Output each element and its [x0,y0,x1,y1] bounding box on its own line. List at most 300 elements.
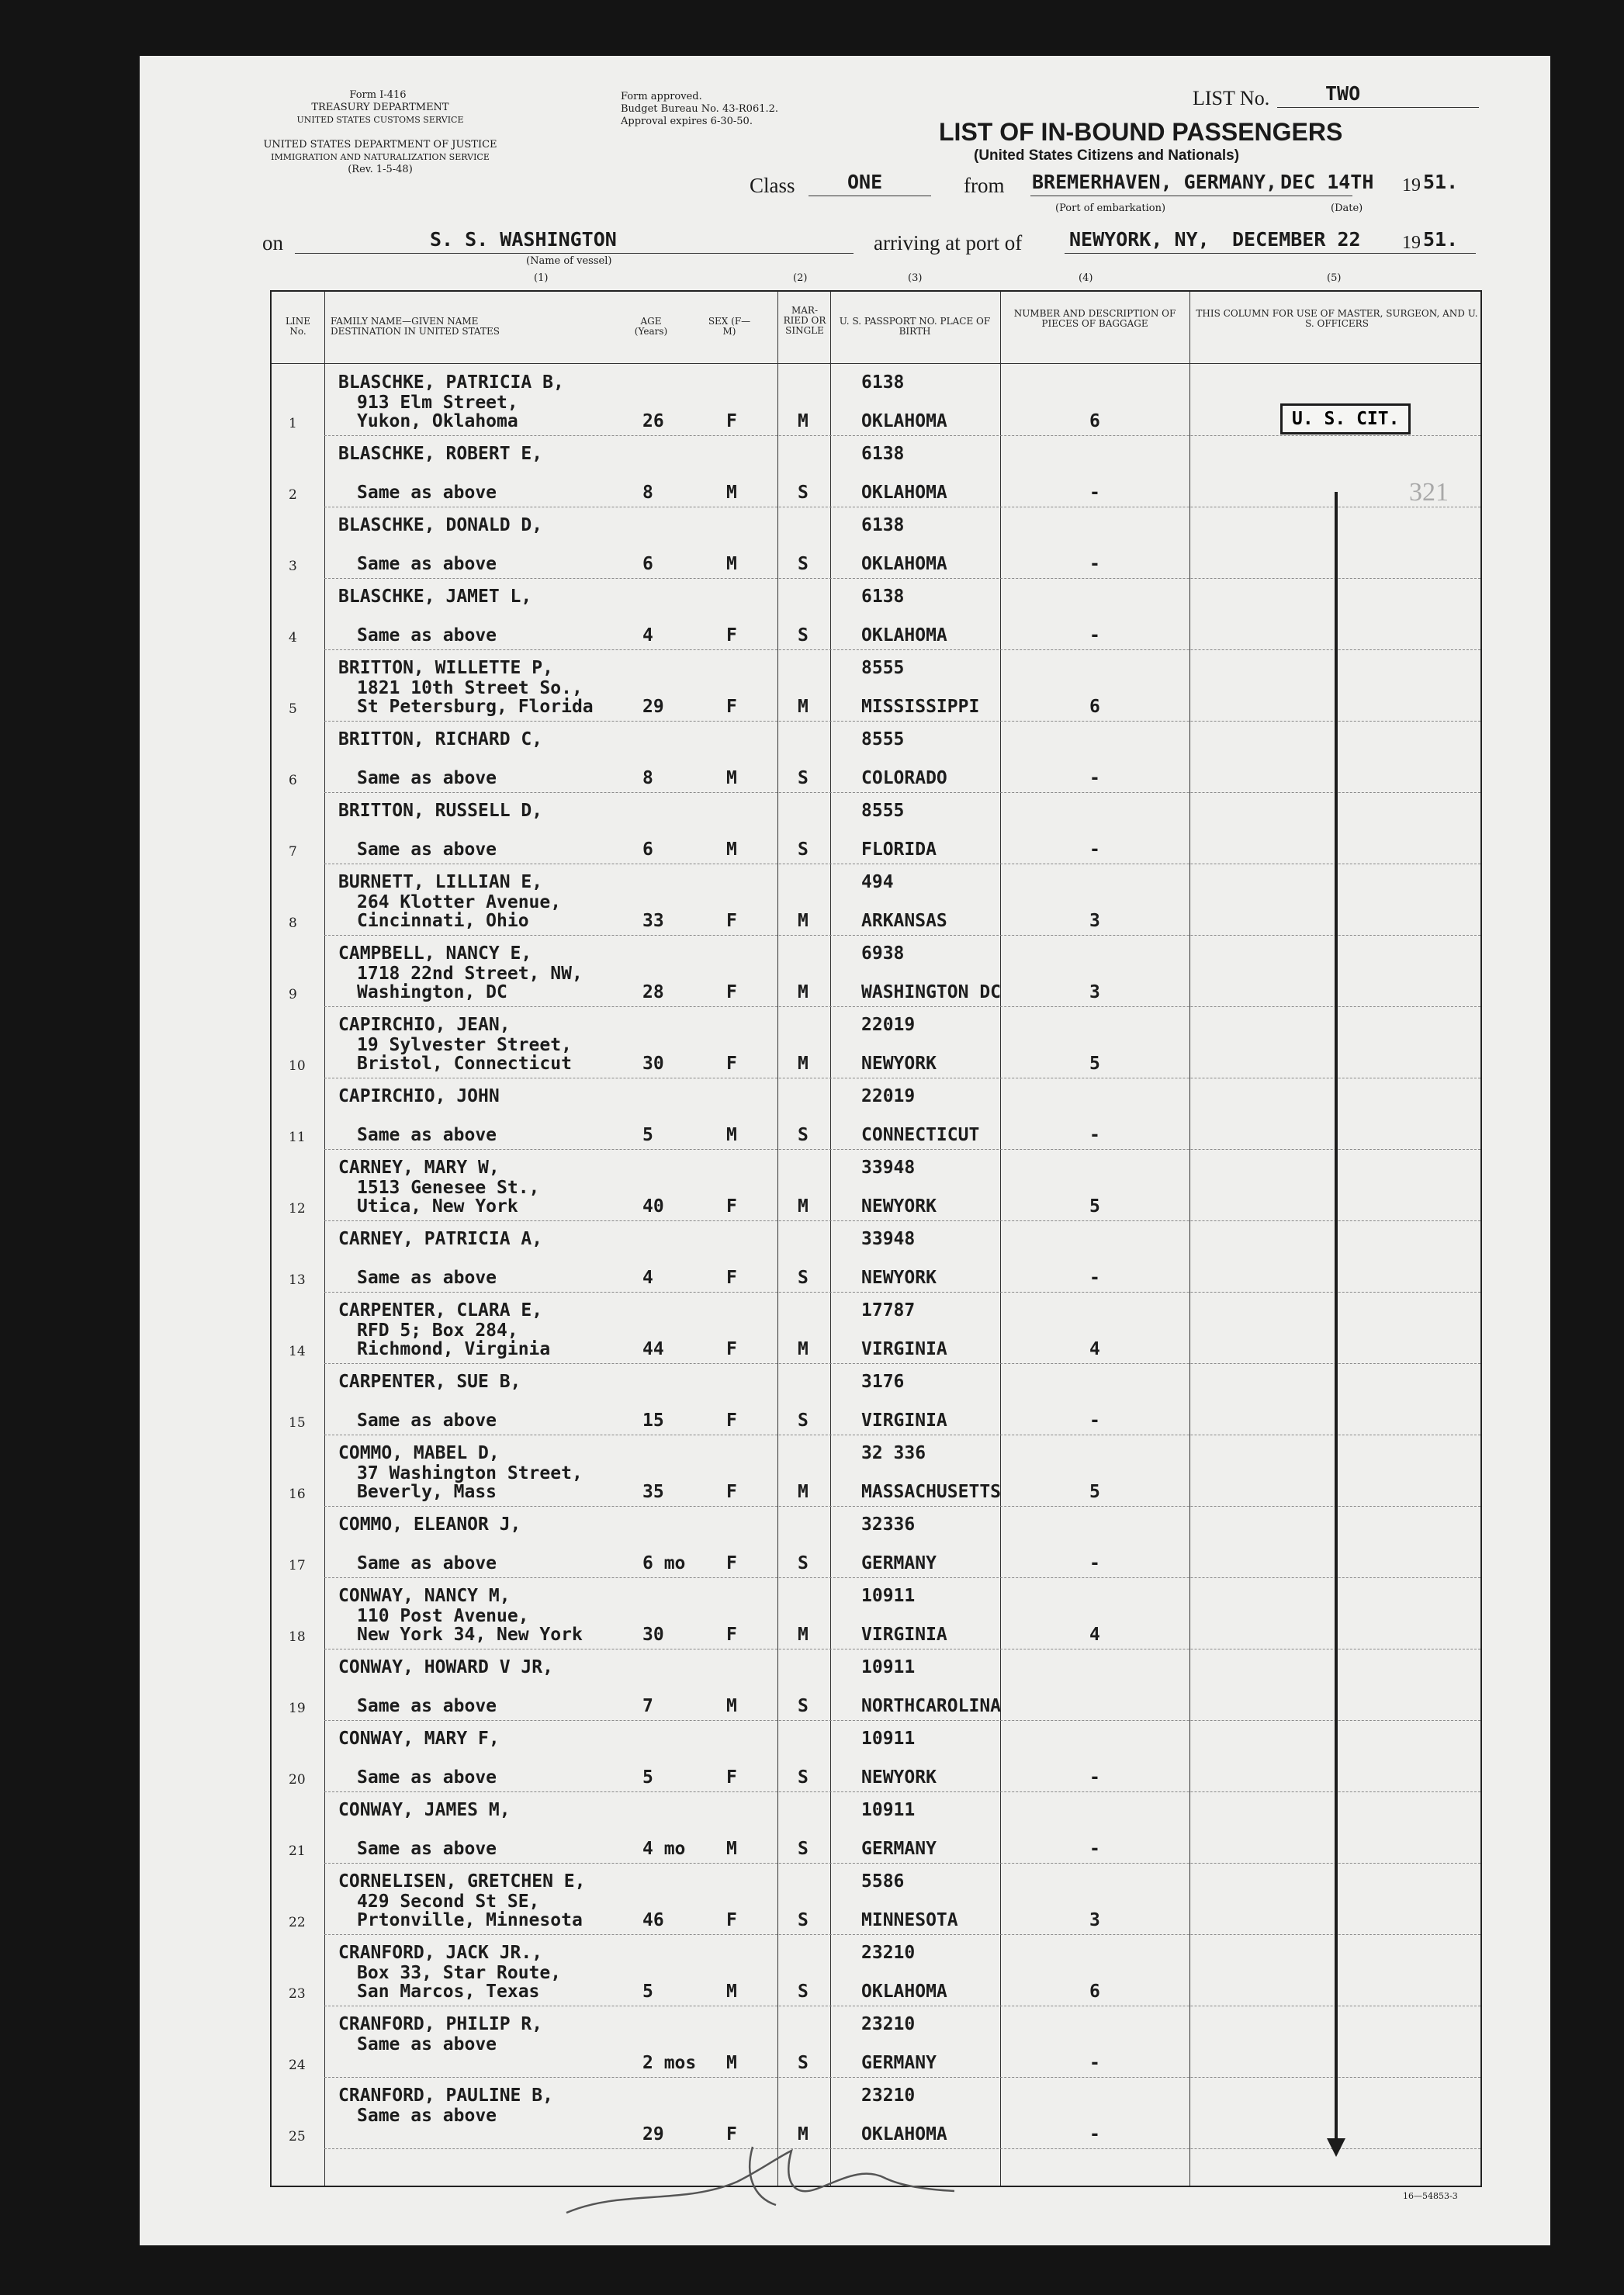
passport-number: 22019 [861,1086,916,1106]
passenger-name: BRITTON, RICHARD C, [338,729,543,749]
address-line-1: 1513 Genesee St., [357,1178,540,1198]
line-number: 22 [289,1915,306,1930]
age-value: 6 mo [642,1553,686,1573]
address-line-1: Same as above [357,2034,497,2054]
passport-number: 23210 [861,2014,916,2034]
marital-status: S [798,1839,809,1859]
age-value: 30 [642,1054,664,1074]
baggage-count: - [1089,1553,1100,1573]
address-line-2: Same as above [357,1767,497,1788]
age-value: 8 [642,483,653,503]
line-number: 16 [289,1487,306,1502]
treasury-department: TREASURY DEPARTMENT [311,102,449,113]
line-number: 3 [289,559,297,574]
baggage-count: - [1089,839,1100,860]
baggage-count: 5 [1089,1054,1100,1074]
vessel-caption: (Name of vessel) [526,255,612,267]
sex-value: F [726,1411,737,1431]
sex-value: F [726,1910,737,1930]
sex-value: F [726,697,737,717]
arrival-year-prefix: 19 [1402,233,1421,253]
address-line-2: Utica, New York [357,1196,518,1217]
passenger-table [270,290,1482,2187]
footer-code: 16—54853-3 [1403,2191,1458,2201]
signature [559,2135,962,2228]
line-number: 2 [289,487,297,503]
port-of-embarkation: BREMERHAVEN, GERMANY, [1032,171,1278,193]
passport-number: 10911 [861,1657,916,1677]
address-line-2: Same as above [357,1696,497,1716]
passenger-name: CAPIRCHIO, JOHN [338,1086,500,1106]
line-number: 5 [289,701,297,717]
us-citizen-stamp: U. S. CIT. [1280,403,1411,434]
age-value: 29 [642,697,664,717]
col-header-officers: THIS COLUMN FOR USE OF MASTER, SURGEON, AND U. S. OFFICERS [1196,308,1478,329]
sex-value: M [726,1696,737,1716]
baggage-count: - [1089,1411,1100,1431]
baggage-count: - [1089,768,1100,788]
marital-status: M [798,697,809,717]
passport-number: 10911 [861,1586,916,1606]
address-line-1: 37 Washington Street, [357,1463,583,1483]
passport-number: 494 [861,872,894,892]
line-number: 1 [289,416,297,431]
passport-number: 23210 [861,1943,916,1963]
sex-value: F [726,982,737,1002]
baggage-count: 5 [1089,1196,1100,1217]
address-line-1: Box 33, Star Route, [357,1963,562,1983]
table-row [272,1293,1480,1364]
table-row [272,436,1480,507]
passenger-name: CONWAY, HOWARD V JR, [338,1657,553,1677]
table-row [272,1649,1480,1721]
baggage-count: 6 [1089,697,1100,717]
place-of-birth: GERMANY [861,1553,937,1573]
address-line-1: 110 Post Avenue, [357,1606,529,1626]
address-line-2: Same as above [357,839,497,860]
marital-status: M [798,411,809,431]
line-number: 18 [289,1629,306,1645]
sex-value: M [726,839,737,860]
line-number: 14 [289,1344,306,1359]
department-of-justice: UNITED STATES DEPARTMENT OF JUSTICE [263,139,497,151]
address-line-1: 19 Sylvester Street, [357,1035,572,1055]
place-of-birth: ARKANSAS [861,911,947,931]
passenger-name: CRANFORD, PHILIP R, [338,2014,543,2034]
address-line-2: Same as above [357,768,497,788]
table-row [272,1221,1480,1293]
passenger-name: CORNELISEN, GRETCHEN E, [338,1871,586,1892]
line-number: 24 [289,2058,306,2073]
sex-value: F [726,1553,737,1573]
sex-value: M [726,768,737,788]
age-value: 2 mos [642,2053,697,2073]
line-number: 12 [289,1201,306,1217]
address-line-2: Same as above [357,1553,497,1573]
budget-bureau: Budget Bureau No. 43-R061.2. [621,103,779,115]
table-row [272,1435,1480,1507]
age-value: 28 [642,982,664,1002]
col-header-name: FAMILY NAME—GIVEN NAME DESTINATION IN UNITED STATES [331,316,500,337]
baggage-count: - [1089,625,1100,646]
passenger-name: BLASCHKE, DONALD D, [338,515,543,535]
passport-number: 6938 [861,943,905,964]
line-number: 9 [289,987,297,1002]
passenger-name: BRITTON, WILLETTE P, [338,658,553,678]
passport-number: 32 336 [861,1443,926,1463]
place-of-birth: OKLAHOMA [861,1982,947,2002]
passport-number: 6138 [861,515,905,535]
age-value: 7 [642,1696,653,1716]
list-no-value: TWO [1325,82,1361,105]
passenger-name: CARNEY, PATRICIA A, [338,1229,543,1249]
passport-number: 6138 [861,372,905,393]
age-value: 40 [642,1196,664,1217]
address-line-1: 1821 10th Street So., [357,678,583,698]
place-of-birth: NEWYORK [861,1196,937,1217]
age-value: 46 [642,1910,664,1930]
address-line-1: Same as above [357,2106,497,2126]
baggage-count: - [1089,483,1100,503]
sex-value: F [726,1482,737,1502]
revision-date: (Rev. 1-5-48) [348,164,413,175]
passport-number: 8555 [861,801,905,821]
table-row [272,1935,1480,2006]
line-number: 4 [289,630,297,646]
baggage-count: 4 [1089,1625,1100,1645]
passport-number: 3176 [861,1372,905,1392]
passport-number: 10911 [861,1729,916,1749]
age-value: 5 [642,1125,653,1145]
table-row [272,1792,1480,1864]
sex-value: M [726,483,737,503]
table-row [272,864,1480,936]
passport-number: 22019 [861,1015,916,1035]
age-value: 4 mo [642,1839,686,1859]
sex-value: F [726,411,737,431]
table-row [272,1007,1480,1078]
table-row [272,936,1480,1007]
baggage-count: - [1089,1839,1100,1859]
address-line-2: Prtonville, Minnesota [357,1910,583,1930]
address-line-1: 1718 22nd Street, NW, [357,964,583,984]
margin-note: 321 [1409,478,1449,507]
address-line-2: Same as above [357,625,497,646]
from-label: from [964,174,1005,197]
passenger-name: CRANFORD, PAULINE B, [338,2086,553,2106]
address-line-2: Yukon, Oklahoma [357,411,518,431]
age-value: 6 [642,554,653,574]
class-value: ONE [847,171,883,193]
place-of-birth: NEWYORK [861,1268,937,1288]
table-row [272,1578,1480,1649]
address-line-2: Same as above [357,483,497,503]
address-line-2: Same as above [357,1125,497,1145]
baggage-count: 3 [1089,1910,1100,1930]
line-number: 8 [289,916,297,931]
passport-number: 6138 [861,587,905,607]
age-value: 6 [642,839,653,860]
address-line-2: San Marcos, Texas [357,1982,540,2002]
page-title: LIST OF IN-BOUND PASSENGERS [939,118,1343,146]
address-line-1: 913 Elm Street, [357,393,518,413]
place-of-birth: COLORADO [861,768,947,788]
place-of-birth: VIRGINIA [861,1625,947,1645]
table-row [272,1150,1480,1221]
marital-status: S [798,625,809,646]
baggage-count: 3 [1089,982,1100,1002]
age-value: 5 [642,1982,653,2002]
passenger-name: CONWAY, MARY F, [338,1729,500,1749]
address-line-2: Same as above [357,1268,497,1288]
marital-status: S [798,1268,809,1288]
customs-service: UNITED STATES CUSTOMS SERVICE [296,115,464,125]
line-number: 6 [289,773,297,788]
table-row [272,1364,1480,1435]
table-row [272,1507,1480,1578]
col-number-2: (2) [793,272,808,284]
col-number-1: (1) [534,272,549,284]
marital-status: S [798,554,809,574]
marital-status: S [798,768,809,788]
marital-status: S [798,1696,809,1716]
passenger-name: BLASCHKE, JAMET L, [338,587,532,607]
address-line-2: Same as above [357,554,497,574]
vessel-name: S. S. WASHINGTON [430,228,617,251]
page-subtitle: (United States Citizens and Nationals) [974,147,1240,164]
passport-number: 17787 [861,1300,916,1321]
passport-number: 8555 [861,658,905,678]
sex-value: M [726,1982,737,2002]
passenger-name: CONWAY, JAMES M, [338,1800,511,1820]
passport-number: 23210 [861,2086,916,2106]
table-row [272,1721,1480,1792]
sex-value: M [726,1839,737,1859]
place-of-birth: NEWYORK [861,1054,937,1074]
sex-value: F [726,1268,737,1288]
age-value: 44 [642,1339,664,1359]
place-of-birth: MASSACHUSETTS [861,1482,1002,1502]
marital-status: S [798,1982,809,2002]
marital-status: M [798,982,809,1002]
col-header-age: AGE (Years) [634,316,668,337]
col-header-sex: SEX (F—M) [708,316,751,337]
address-line-2: St Petersburg, Florida [357,697,594,717]
table-row [272,722,1480,793]
table-row [272,2006,1480,2078]
passport-number: 5586 [861,1871,905,1892]
baggage-count: - [1089,1125,1100,1145]
passenger-name: BRITTON, RUSSELL D, [338,801,543,821]
place-of-birth: FLORIDA [861,839,937,860]
marital-status: M [798,1054,809,1074]
marital-status: M [798,1482,809,1502]
col-header-passport: U. S. PASSPORT NO. PLACE OF BIRTH [839,316,991,337]
age-value: 35 [642,1482,664,1502]
baggage-count: - [1089,1767,1100,1788]
passport-number: 32336 [861,1514,916,1535]
sex-value: M [726,1125,737,1145]
age-value: 29 [642,2124,664,2144]
address-line-2: Washington, DC [357,982,507,1002]
table-row [272,579,1480,650]
table-row [272,793,1480,864]
sex-value: M [726,2053,737,2073]
passenger-name: CARPENTER, SUE B, [338,1372,521,1392]
col-number-3: (3) [908,272,923,284]
address-line-2: Same as above [357,1839,497,1859]
form-approved: Form approved. [621,91,702,102]
place-of-birth: NEWYORK [861,1767,937,1788]
passenger-name: CRANFORD, JACK JR., [338,1943,543,1963]
marital-status: S [798,839,809,860]
age-value: 4 [642,1268,653,1288]
arrival-port: NEWYORK, NY, [1069,228,1210,251]
line-number: 11 [289,1130,306,1145]
marital-status: S [798,1910,809,1930]
baggage-count: - [1089,554,1100,574]
age-value: 26 [642,411,664,431]
line-number: 21 [289,1843,306,1859]
embark-year-prefix: 19 [1402,175,1421,196]
baggage-count: 4 [1089,1339,1100,1359]
approval-expires: Approval expires 6-30-50. [621,116,753,127]
sex-value: F [726,1054,737,1074]
address-line-2: Bristol, Connecticut [357,1054,572,1074]
table-row [272,1864,1480,1935]
col-header-married: MAR-RIED OR SINGLE [783,305,826,336]
place-of-birth: MINNESOTA [861,1910,958,1930]
sex-value: F [726,911,737,931]
baggage-count: - [1089,2053,1100,2073]
place-of-birth: GERMANY [861,2053,937,2073]
baggage-count: 5 [1089,1482,1100,1502]
sex-value: F [726,1339,737,1359]
passport-number: 10911 [861,1800,916,1820]
passenger-name: CAPIRCHIO, JEAN, [338,1015,511,1035]
age-value: 5 [642,1767,653,1788]
address-line-2: Cincinnati, Ohio [357,911,529,931]
passenger-name: CAMPBELL, NANCY E, [338,943,532,964]
marital-status: M [798,2124,809,2144]
age-value: 4 [642,625,653,646]
address-line-1: 429 Second St SE, [357,1892,540,1912]
line-number: 20 [289,1772,306,1788]
place-of-birth: OKLAHOMA [861,411,947,431]
marital-status: M [798,1339,809,1359]
line-number: 13 [289,1272,306,1288]
sex-value: F [726,2124,737,2144]
passenger-name: CONWAY, NANCY M, [338,1586,511,1606]
baggage-count: 3 [1089,911,1100,931]
place-of-birth: NORTHCAROLINA [861,1696,1002,1716]
address-line-2: Beverly, Mass [357,1482,497,1502]
sex-value: F [726,1625,737,1645]
baggage-count: 6 [1089,1982,1100,2002]
passport-number: 33948 [861,1229,916,1249]
marital-status: S [798,1553,809,1573]
marital-status: S [798,2053,809,2073]
place-of-birth: MISSISSIPPI [861,697,980,717]
date-caption: (Date) [1331,202,1363,214]
place-of-birth: OKLAHOMA [861,2124,947,2144]
place-of-birth: WASHINGTON DC [861,982,1002,1002]
arriving-label: arriving at port of [874,231,1023,254]
passenger-name: BLASCHKE, ROBERT E, [338,444,543,464]
address-line-2: Same as above [357,1411,497,1431]
place-of-birth: OKLAHOMA [861,483,947,503]
age-value: 15 [642,1411,664,1431]
col-number-4: (4) [1079,272,1093,284]
place-of-birth: VIRGINIA [861,1339,947,1359]
marital-status: S [798,1767,809,1788]
place-of-birth: OKLAHOMA [861,554,947,574]
baggage-count: - [1089,2124,1100,2144]
embark-year: 51. [1423,171,1459,193]
class-label: Class [750,174,795,197]
place-of-birth: CONNECTICUT [861,1125,980,1145]
passenger-name: COMMO, ELEANOR J, [338,1514,521,1535]
sex-value: F [726,1767,737,1788]
sex-value: F [726,1196,737,1217]
place-of-birth: VIRGINIA [861,1411,947,1431]
age-value: 30 [642,1625,664,1645]
passenger-name: CARPENTER, CLARA E, [338,1300,543,1321]
passenger-name: COMMO, MABEL D, [338,1443,500,1463]
passenger-name: BLASCHKE, PATRICIA B, [338,372,564,393]
address-line-2: New York 34, New York [357,1625,583,1645]
address-line-2: Richmond, Virginia [357,1339,551,1359]
immigration-service: IMMIGRATION AND NATURALIZATION SERVICE [271,152,490,162]
port-caption: (Port of embarkation) [1055,202,1166,214]
list-no-label: LIST No. [1193,87,1270,109]
passenger-name: BURNETT, LILLIAN E, [338,872,543,892]
line-number: 15 [289,1415,306,1431]
col-header-baggage: NUMBER AND DESCRIPTION OF PIECES OF BAGGAGE [1013,308,1176,329]
age-value: 8 [642,768,653,788]
arrival-year: 51. [1423,228,1459,251]
baggage-count: - [1089,1268,1100,1288]
age-value: 33 [642,911,664,931]
manifest-page: Form I-416 TREASURY DEPARTMENT UNITED STATES CUSTOMS SERVICE UNITED STATES DEPARTMENT OF JUSTICE IMMIGRATION AND NATURALIZATION SERVICE (Rev. 1-5-48) Form approved. Budget Bureau No. 43-R061.2. Approval expires 6-30-50. LIST No. TWO LIST OF IN-BOUND PASSENGERS (United States Citizens and Nationals) Class ONE from BREMERHAVEN, GERMANY, DEC 14TH 19 51. (Port of embarkation) (Date) on S. S. WASHINGTON (Name of vessel) arriving at port of NEWYORK, NY, DECEMBER 22 19 51. (1) (2) (3) (4) (5) LINE No. FAMILY NAME—GIVEN NAME DESTINATION IN UNITED STATES AGE (Years) SEX (F—M) MAR-RIED OR SINGLE U. S. PASSPORT NO. PLACE OF BIRTH NUMBER AND DESCRIPTION OF PIECES OF BAGGAGE THIS COLUMN FOR USE OF MASTER, SURGEON, AND U. S. OFFICERS 1 BLASCHKE, PATRICIA B, 913 Elm Street, Yukon, Oklahoma 26 F M 6138 OKLAHOMA 6 2 BLASCHKE, ROBERT E, Same as above 8 M S 6138 OKLAHOMA - 3 BLASCHKE, DONALD D, Same as above 6 M S 6138 OKLAHOMA - 4 BLASCHKE, JAMET L, Same as above 4 F S 6138 OKLAHOMA - 5 BRITTON, WILLETTE P, 1821 10th Street So., St Petersburg, Florida 29 F M 8555 MISSISSIPPI 6 6 BRITTON, RICHARD C, Same as above 8 M S 8555 COLORADO - 7 BRITTON, RUSSELL D, Same as above 6 M S 8555 FLORIDA - 8 BURNETT, LILLIAN E, 264 Klotter Avenue, Cincinnati, Ohio 33 F M 494 ARKANSAS 3 9 CAMPBELL, NANCY E, 1718 22nd Street, NW, Washington, DC 28 F M 6938 WASHINGTON DC 3 10 CAPIRCHIO, JEAN, 19 Sylvester Street, Bristol, Connecticut 30 F M 22019 NEWYORK 5 11 CAPIRCHIO, JOHN Same as above 5 M S 22019 CONNECTICUT - 12 CARNEY, MARY W, 1513 Genesee St., Utica, New York 40 F M 33948 NEWYORK 5 13 CARNEY, PATRICIA A, Same as above 4 F S 33948 NEWYORK - 14 CARPENTER, CLARA E, RFD 5; Box 284, Richmond, Virginia 44 F M 17787 VIRGINIA 4 15 CARPENTER, SUE B, Same as above 15 F S 3176 VIRGINIA - 16 COMMO, MABEL D, 37 Washington Street, Beverly, Mass 35 F M 32 336 MASSACHUSETTS 5 17 COMMO, ELEANOR J, Same as above 6 mo F S 32336 GERMANY - 18 CONWAY, NANCY M, 110 Post Avenue, New York 34, New York 30 F M 10911 VIRGINIA 4 19 CONWAY, HOWARD V JR, Same as above 7 M S 10911 NORTHCAROLINA 20 CONWAY, MARY F, Same as above 5 F S 10911 NEWYORK - 21 CONWAY, JAMES M, Same as above 4 mo M S 10911 GERMANY - 22 CORNELISEN, GRETCHEN E, 429 Second St SE, Prtonville, Minnesota 46 F S 5586 MINNESOTA 3 23 CRANFORD, JACK JR., Box 33, Star Route, San Marcos, Texas 5 M S 23210 OKLAHOMA 6 24 CRANFORD, PHILIP R, Same as above 2 mos M S 23210 GERMANY - 25 CRANFORD, PAULINE B, Same as above 29 F M 23210 OKLAHOMA - U. S. CIT. 321 16—54853-3 [140,56,1550,2245]
marital-status: S [798,1125,809,1145]
embarkation-date: DEC 14TH [1280,171,1374,193]
line-number: 7 [289,844,297,860]
col-number-5: (5) [1327,272,1342,284]
table-row [272,507,1480,579]
place-of-birth: OKLAHOMA [861,625,947,646]
table-row [272,650,1480,722]
line-number: 23 [289,1986,306,2002]
marital-status: M [798,911,809,931]
place-of-birth: GERMANY [861,1839,937,1859]
marital-status: S [798,1411,809,1431]
line-number: 17 [289,1558,306,1573]
on-label: on [262,231,283,254]
line-number: 10 [289,1058,306,1074]
passport-number: 33948 [861,1158,916,1178]
table-row [272,1078,1480,1150]
address-line-1: 264 Klotter Avenue, [357,892,562,912]
line-number: 19 [289,1701,306,1716]
marital-status: S [798,483,809,503]
col-header-line: LINE No. [286,316,310,337]
baggage-count: 6 [1089,411,1100,431]
arrival-date: DECEMBER 22 [1232,228,1361,251]
address-line-1: RFD 5; Box 284, [357,1321,518,1341]
sex-value: F [726,625,737,646]
passenger-name: CARNEY, MARY W, [338,1158,500,1178]
